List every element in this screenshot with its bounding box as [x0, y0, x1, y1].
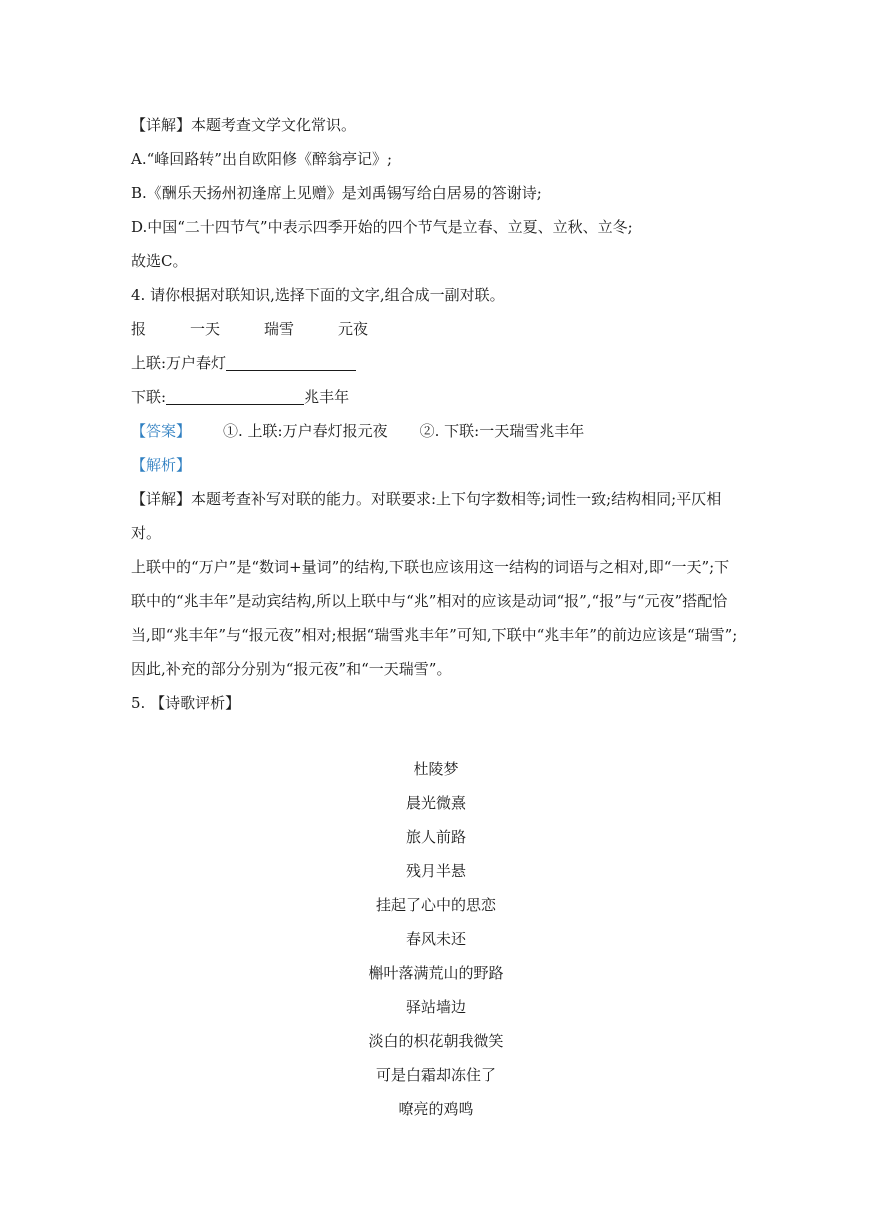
q4-lower-label: 下联: [131, 388, 167, 406]
q4-word: 报 [131, 320, 147, 338]
q4-word: 元夜 [338, 320, 369, 338]
q4-upper-label: 上联:万户春灯 [131, 354, 227, 372]
poem-line: 槲叶落满荒山的野路 [368, 964, 504, 982]
poem-line: 嘹亮的鸡鸣 [398, 1100, 474, 1118]
poem-line: 淡白的枳花朝我微笑 [368, 1032, 504, 1050]
q4-upper-line [131, 346, 741, 380]
q4-upper-blank [226, 352, 356, 371]
poem-title: 杜陵梦 [413, 760, 459, 778]
q3-option-a-note: A.“峰回路转”出自欧阳修《醉翁亭记》; [131, 150, 392, 168]
q3-detail: 【详解】本题考查文学文化常识。 [131, 116, 357, 134]
q4-word-bank [131, 312, 741, 346]
poem-block [131, 752, 741, 1126]
poem-line: 晨光微熹 [405, 794, 466, 812]
q4-word: 瑞雪 [264, 320, 295, 338]
q3-choice: 故选C。 [131, 252, 188, 270]
q5-stem: 5. 【诗歌评析】 [131, 694, 241, 712]
answer-tag: 【答案】 [131, 422, 192, 440]
poem-line: 挂起了心中的思恋 [375, 896, 496, 914]
q4-stem: 4. 请你根据对联知识,选择下面的文字,组合成一副对联。 [131, 286, 505, 304]
q4-detail: 【详解】本题考查补写对联的能力。对联要求:上下句字数相等;词性一致;结构相同;平仄相对。 [131, 490, 722, 542]
q4-lower-line [131, 380, 741, 414]
q4-answer-1: ①. 上联:万户春灯报元夜 [223, 422, 388, 440]
q4-lower-suffix: 兆丰年 [304, 388, 350, 406]
poem-line: 春风未还 [405, 930, 466, 948]
poem-line: 旅人前路 [405, 828, 466, 846]
q4-explanation: 上联中的“万户”是“数词+量词”的结构,下联也应该用这一结构的词语与之相对,即“一天”;下联中的“兆丰年”是动宾结构,所以上联中与“兆”相对的应该是动词“报”,“报”与“元夜”搭配恰当,即“兆丰年”与“报元夜”相对;根据“瑞雪兆丰年”可知,下联中“兆丰年”的前边应该是“瑞雪”;因此,补充的部分分别为“报元夜”和“一天瑞雪”。 [131, 558, 738, 678]
poem-line: 残月半悬 [405, 862, 466, 880]
q4-word: 一天 [190, 320, 221, 338]
analysis-tag: 【解析】 [131, 456, 192, 474]
q3-option-b-note: B.《酬乐天扬州初逢席上见赠》是刘禹锡写给白居易的答谢诗; [131, 184, 542, 202]
q4-answer-2: ②. 下联:一天瑞雪兆丰年 [419, 422, 585, 440]
poem-line: 可是白霜却冻住了 [375, 1066, 496, 1084]
q4-answer-line [131, 414, 741, 448]
poem-line: 驿站墙边 [405, 998, 466, 1016]
document-body [131, 108, 741, 720]
q3-option-d-note: D.中国“二十四节气”中表示四季开始的四个节气是立春、立夏、立秋、立冬; [131, 218, 633, 236]
q4-lower-blank [166, 386, 304, 405]
